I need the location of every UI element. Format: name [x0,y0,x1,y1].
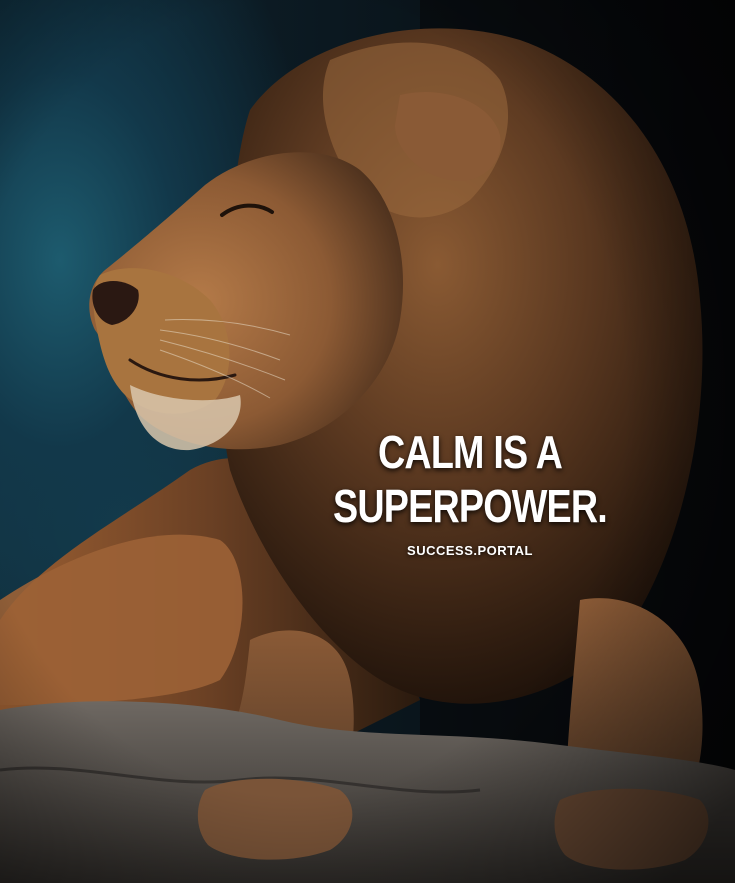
quote-text [300,425,640,533]
quote-line-1: CALM IS A [377,426,563,478]
attribution-text: SUCCESS.PORTAL [407,543,533,558]
quote-line-2: SUPERPOWER. [333,480,607,532]
